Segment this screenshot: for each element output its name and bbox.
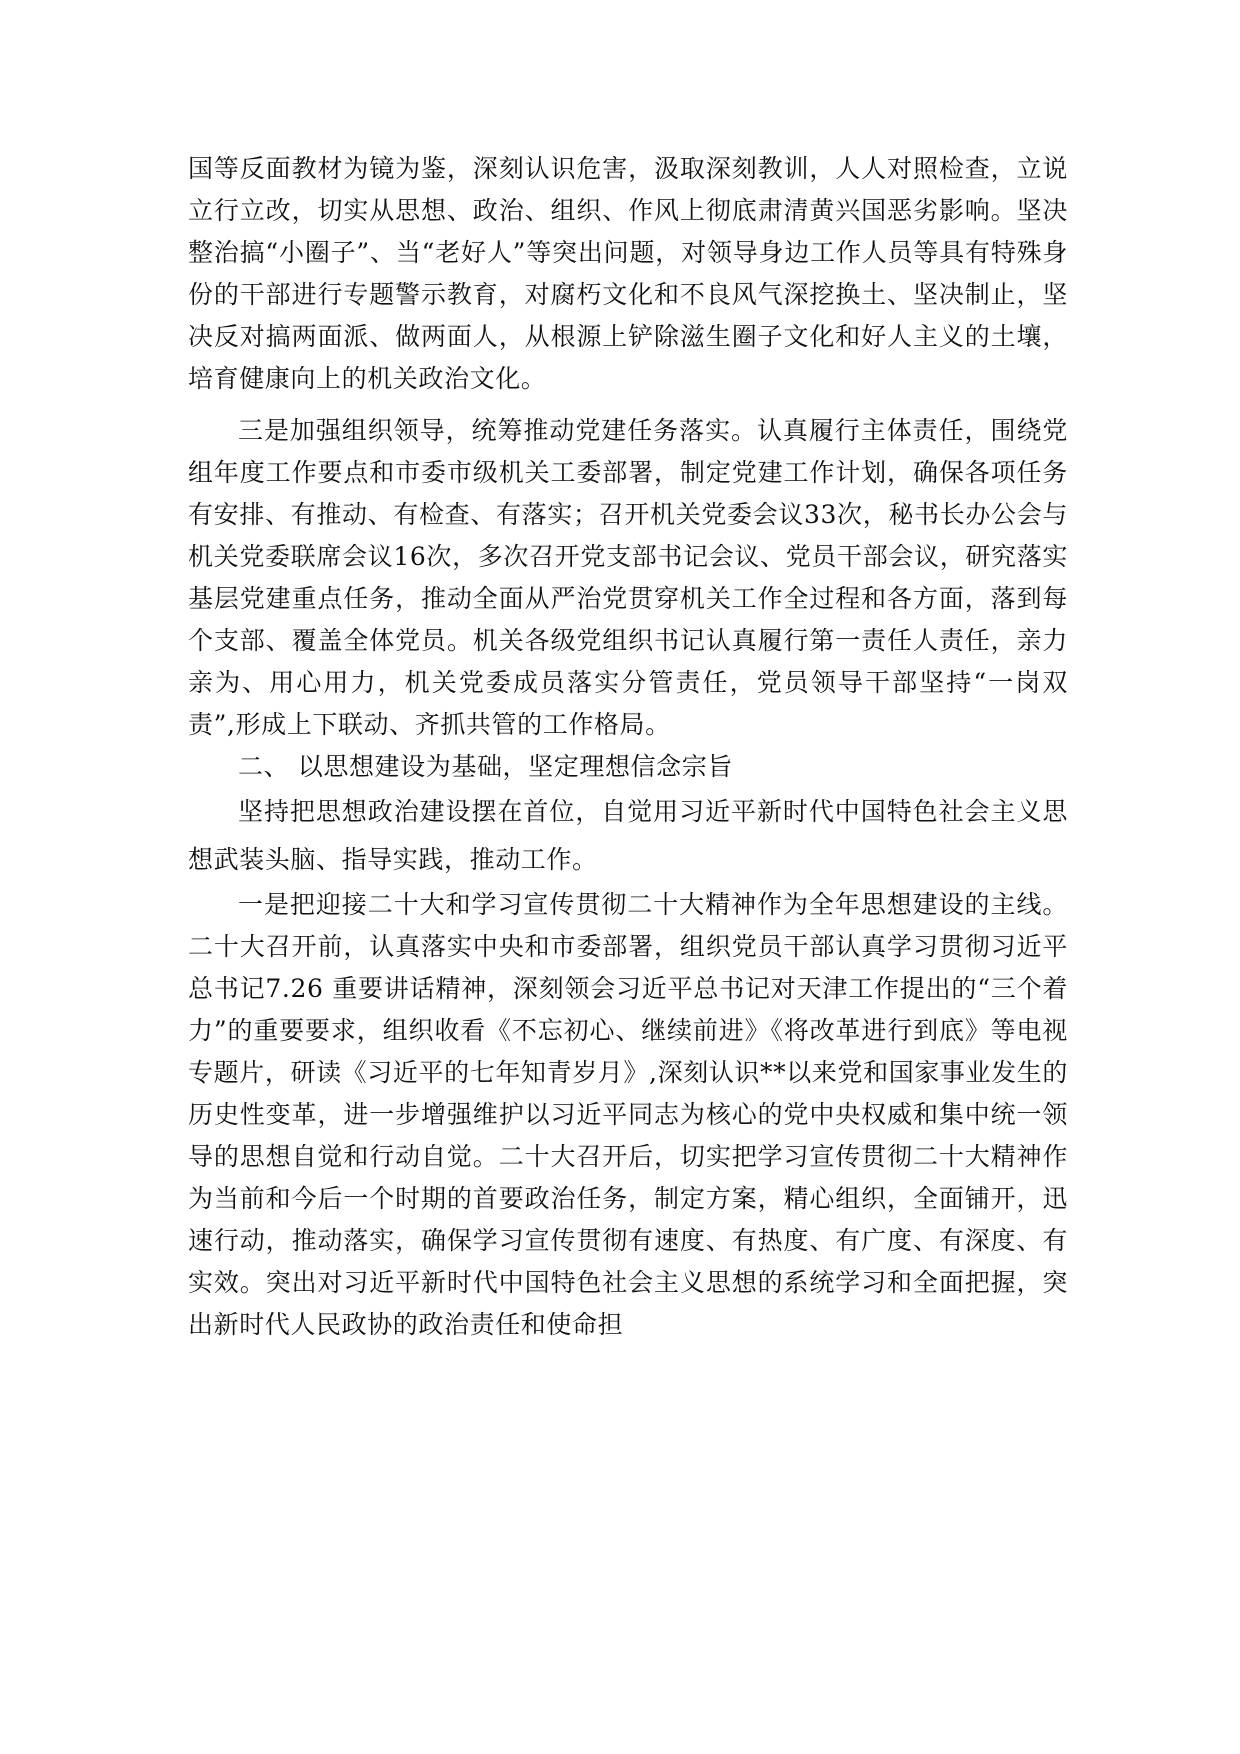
paragraph-organizational-leadership: 三是加强组织领导，统筹推动党建任务落实。认真履行主体责任，围绕党组年度工作要点和市委市级机关工委部署，制定党建工作计划，确保各项任务有安排、有推动、有检查、有落实；召开机关党委会议33次，秘书长办公会与机关党委联席会议16次，多次召开党支部书记会议、党员干部会议，研究落实基层党建重点任务，推动全面从严治党贯穿机关工作全过程和各方面，落到每个支部、覆盖全体党员。机关各级党组织书记认真履行第一责任人责任，亲力亲为、用心用力，机关党委成员落实分管责任，党员领导干部坚持“一岗双责”,形成上下联动、齐抓共管的工作格局。 <box>188 416 1068 739</box>
document-body <box>188 148 1068 1346</box>
paragraph-continuation: 国等反面教材为镜为鉴，深刻认识危害，汲取深刻教训，人人对照检查，立说立行立改，切实从思想、政治、组织、作风上彻底肃清黄兴国恶劣影响。坚决整治搞“小圈子”、当“老好人”等突出问题，对领导身边工作人员等具有特殊身份的干部进行专题警示教育，对腐朽文化和不良风气深挖换土、坚决制止，坚决反对搞两面派、做两面人，从根源上铲除滋生圈子文化和好人主义的土壤，培育健康向上的机关政治文化。 <box>188 154 1068 393</box>
section-heading-ideological-building: 二、 以思想建设为基础，坚定理想信念宗旨 <box>238 752 733 781</box>
paragraph-twentieth-congress: 一是把迎接二十大和学习宣传贯彻二十大精神作为全年思想建设的主线。二十大召开前，认真落实中央和市委部署，组织党员干部认真学习贯彻习近平总书记7.26 重要讲话精神，深刻领会习近平总书记对天津工作提出的“三个着力”的重要要求，组织收看《不忘初心、继续前进》《将改革进行到底》等电视专题片，研读《习近平的七年知青岁月》,深刻认识**以来党和国家事业发生的历史性变革，进一步增强维护以习近平同志为核心的党中央权威和集中统一领导的思想自觉和行动自觉。二十大召开后，切实把学习宣传贯彻二十大精神作为当前和今后一个时期的首要政治任务，制定方案，精心组织，全面铺开，迅速行动，推动落实，确保学习宣传贯彻有速度、有热度、有广度、有深度、有实效。突出对习近平新时代中国特色社会主义思想的系统学习和全面把握，突出新时代人民政协的政治责任和使命担 <box>188 890 1068 1339</box>
paragraph-section-intro: 坚持把思想政治建设摆在首位，自觉用习近平新时代中国特色社会主义思想武装头脑、指导实践，推动工作。 <box>188 797 1068 874</box>
